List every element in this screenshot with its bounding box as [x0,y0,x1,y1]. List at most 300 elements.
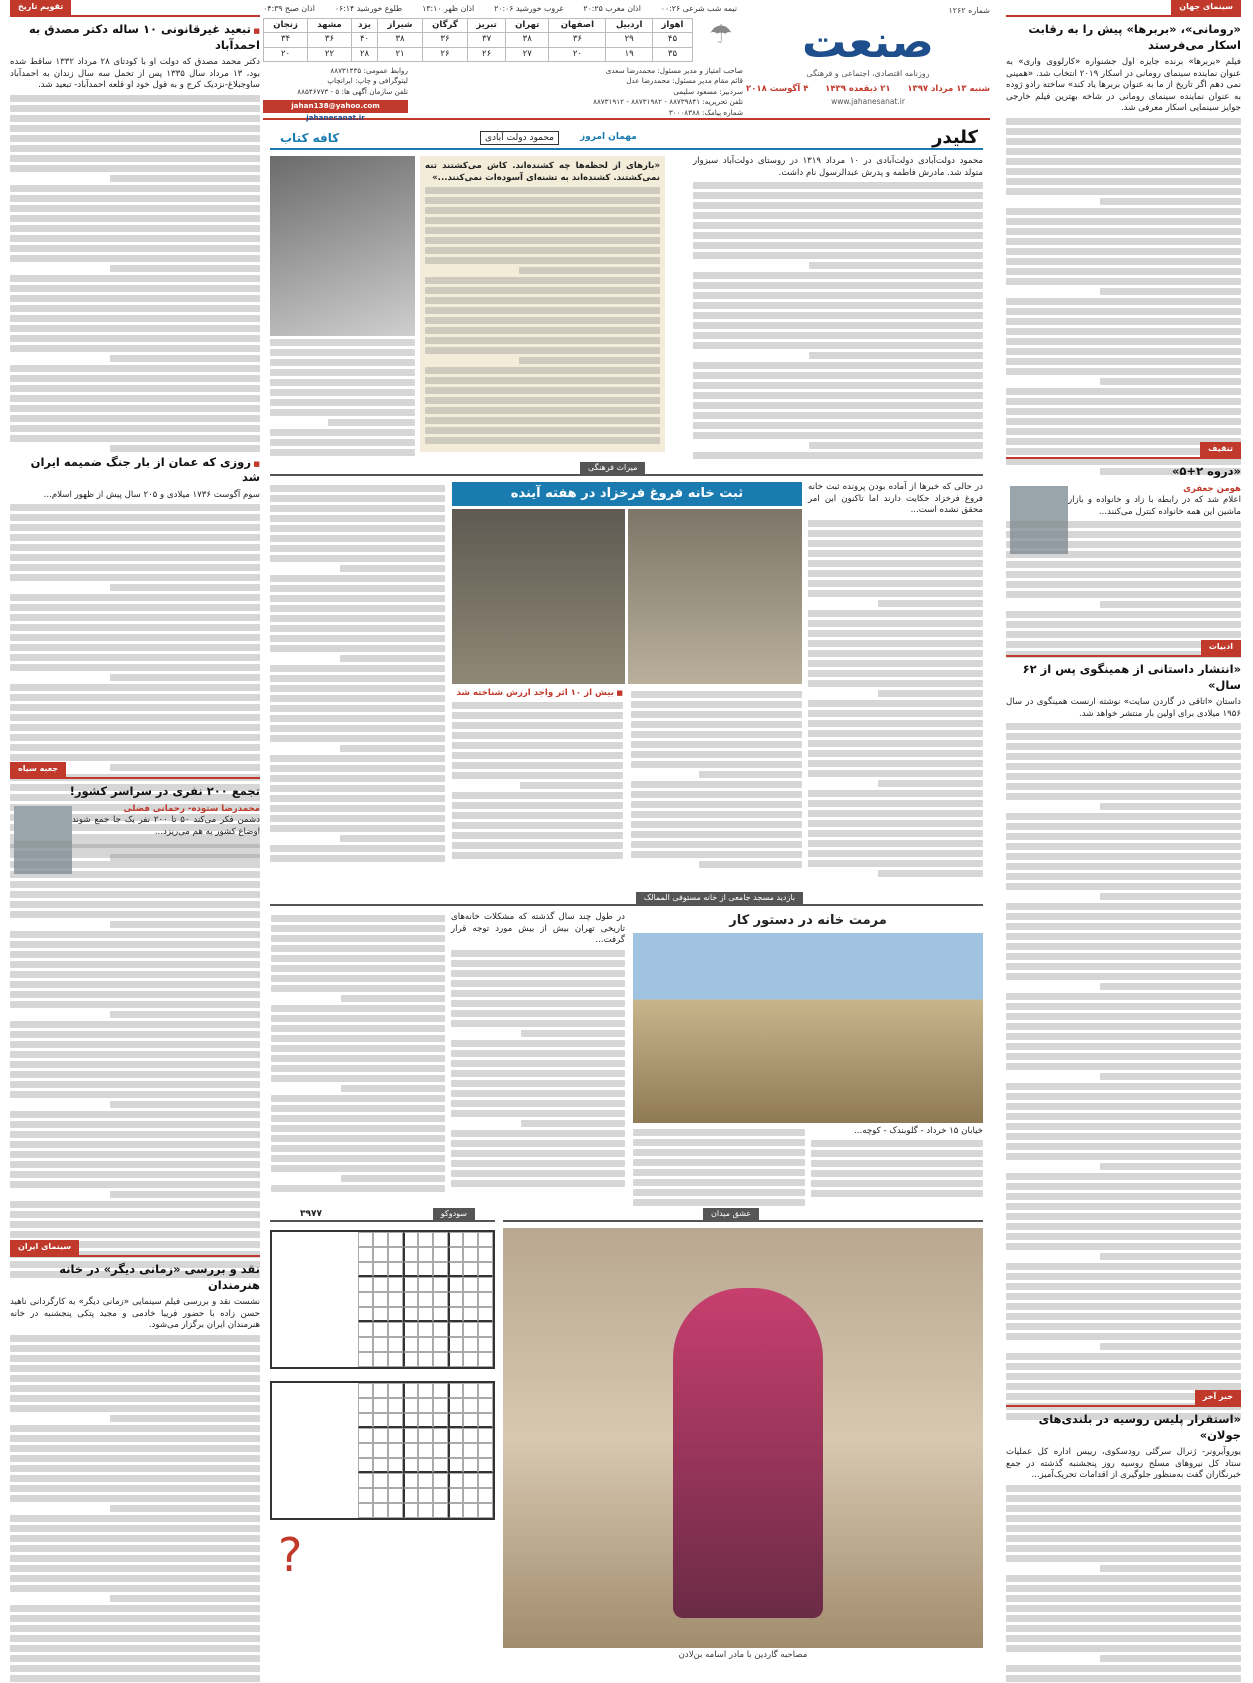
sudoku-cell[interactable] [358,1337,373,1352]
text-line [270,449,415,456]
text-line [451,1010,625,1017]
sudoku-cell[interactable] [403,1383,418,1398]
text-line [1006,1495,1241,1502]
website[interactable]: jahanesanat.ir [306,112,365,122]
sudoku-cell[interactable] [388,1398,403,1413]
sudoku-cell[interactable] [478,1307,493,1322]
sudoku-cell[interactable] [463,1383,478,1398]
section-tag: تقویم تاریخ [10,0,71,15]
text-line [1100,983,1241,990]
sudoku-cell[interactable] [388,1443,403,1458]
sudoku-cell[interactable] [478,1443,493,1458]
text-line [425,347,660,354]
text-line [1006,1625,1241,1632]
text-line [1006,1515,1241,1522]
sudoku-cell[interactable] [418,1443,433,1458]
text-line [10,225,260,232]
issue-label: شماره ۱۲۶۲ [948,6,990,15]
sudoku-cell[interactable] [373,1413,388,1428]
sudoku-cell[interactable] [433,1352,448,1367]
text-line [10,654,260,661]
sudoku-grid[interactable] [270,1230,495,1369]
text-line [271,975,445,982]
text-line [10,1121,260,1128]
sudoku-cell[interactable] [448,1352,463,1367]
weather-cell: شیراز [378,19,422,33]
weather-cell: ۳۶ [308,33,352,47]
sudoku-cell[interactable] [463,1232,478,1247]
sudoku-cell[interactable] [478,1473,493,1488]
sudoku-cell[interactable] [418,1383,433,1398]
text-line [10,195,260,202]
sudoku-cell[interactable] [388,1277,403,1292]
section-bar [10,0,260,17]
sudoku-cell[interactable] [448,1443,463,1458]
headline: ■ تبعید غیرقانونی ۱۰ ساله دکتر مصدق به احمدآباد [10,22,260,53]
sudoku-cell[interactable] [463,1503,478,1518]
text-line [808,680,983,687]
text-line [1006,1133,1241,1140]
sudoku-cell[interactable] [388,1473,403,1488]
text-line [693,242,983,249]
text-line [631,711,802,718]
sudoku-cell[interactable] [463,1458,478,1473]
weather-cell: ۴۰ [351,33,377,47]
sudoku-cell[interactable] [388,1307,403,1322]
sudoku-cell[interactable] [463,1262,478,1277]
sudoku-cell[interactable] [448,1292,463,1307]
sudoku-cell[interactable] [373,1292,388,1307]
sudoku-cell[interactable] [358,1292,373,1307]
sudoku-cell[interactable] [463,1292,478,1307]
article-text: در حالی که خبرها از آماده بودن پرونده ثبت خانه فروغ فرخزاد حکایت دارند اما تاکنون این امر محقق نشده است... [808,482,983,516]
text-line [693,282,983,289]
sudoku-cell[interactable] [373,1277,388,1292]
text-line [10,1585,260,1592]
date-persian: شنبه ۱۳ مرداد ۱۳۹۷ [907,83,990,94]
text-line [633,1139,805,1146]
text-line [10,1231,260,1238]
sudoku-cell[interactable] [433,1428,448,1443]
text-line [10,861,260,868]
sudoku-cell[interactable] [373,1232,388,1247]
section-bar [270,1208,495,1222]
sudoku-cell[interactable] [463,1322,478,1337]
text-line [10,335,260,342]
text-line [10,1151,260,1158]
sudoku-cell[interactable] [418,1322,433,1337]
sudoku-cell[interactable] [388,1292,403,1307]
sudoku-cell[interactable] [388,1262,403,1277]
text-line [1006,1363,1241,1370]
section-tag: عشق میدان [703,1208,759,1221]
text-line [808,560,983,567]
article-body [10,95,260,452]
text-line [270,379,415,386]
text-line [1006,1313,1241,1320]
sudoku-cell[interactable] [403,1232,418,1247]
sudoku-cell[interactable] [418,1428,433,1443]
sudoku-cell[interactable] [388,1247,403,1262]
sudoku-cell[interactable] [448,1232,463,1247]
sudoku-cell[interactable] [403,1458,418,1473]
text-line [1006,521,1241,528]
sudoku-cell[interactable] [478,1503,493,1518]
text-line [1006,1093,1241,1100]
sudoku-cell[interactable] [418,1352,433,1367]
sudoku-cell[interactable] [358,1443,373,1458]
text-line [10,1385,260,1392]
text-line [10,1041,260,1048]
sudoku-cell[interactable] [388,1337,403,1352]
sudoku-cell[interactable] [373,1458,388,1473]
text-line [10,295,260,302]
sudoku-cell[interactable] [358,1307,373,1322]
sudoku-cell[interactable] [403,1473,418,1488]
sudoku-cell[interactable] [358,1262,373,1277]
text-line [271,945,445,952]
bottom-block [270,1208,983,1678]
article-body [631,688,802,871]
sudoku-cell[interactable] [448,1488,463,1503]
sudoku-cell[interactable] [358,1277,373,1292]
text-line [340,655,445,662]
sudoku-cell[interactable] [403,1503,418,1518]
sudoku-cell[interactable] [418,1503,433,1518]
text-line [1006,883,1241,890]
sudoku-cell[interactable] [418,1232,433,1247]
text-line [270,605,445,612]
quote-text: «بارهای از لحظه‌ها چه کشنده‌اند. کاش می‌کشتند تنه نمی‌کشتند. کشنده‌اند به تشنه‌ای آسوده‌ات نمی‌کنند...» [425,161,660,183]
sudoku-cell[interactable] [463,1277,478,1292]
text-line [1006,1053,1241,1060]
sudoku-cell[interactable] [478,1488,493,1503]
sudoku-cell[interactable] [373,1488,388,1503]
sudoku-cell[interactable] [463,1307,478,1322]
person-figure [673,1288,823,1618]
sudoku-cell[interactable] [433,1232,448,1247]
sudoku-cell[interactable] [403,1413,418,1428]
sudoku-cell[interactable] [418,1247,433,1262]
sudoku-cell[interactable] [403,1443,418,1458]
sudoku-cell[interactable] [373,1503,388,1518]
sudoku-cell[interactable] [388,1428,403,1443]
text-line [808,540,983,547]
text-line [10,901,260,908]
text-line [519,267,660,274]
sudoku-cell[interactable] [418,1488,433,1503]
sudoku-cell[interactable] [448,1503,463,1518]
sudoku-cell[interactable] [358,1488,373,1503]
sudoku-cell[interactable] [433,1413,448,1428]
sudoku-cell[interactable] [403,1292,418,1307]
sudoku-cell[interactable] [388,1383,403,1398]
sudoku-cell[interactable] [433,1337,448,1352]
sudoku-cell[interactable] [463,1413,478,1428]
text-line [452,762,623,769]
sudoku-cell[interactable] [403,1398,418,1413]
text-line [693,212,983,219]
headline: «استقرار پلیس روسیه در بلندی‌های جولان» [1038,1412,1241,1442]
text-line [631,701,802,708]
sudoku-cell[interactable] [478,1262,493,1277]
text-line [271,1115,445,1122]
sudoku-cell[interactable] [418,1473,433,1488]
text-line [10,514,260,521]
sudoku-cell[interactable] [463,1473,478,1488]
sudoku-cell[interactable] [433,1473,448,1488]
weather-cell: ۲۸ [351,47,377,61]
sudoku-cell[interactable] [478,1292,493,1307]
text-line [451,1080,625,1087]
sudoku-cell[interactable] [448,1277,463,1292]
sudoku-cell[interactable] [358,1458,373,1473]
sudoku-cell[interactable] [478,1458,493,1473]
sudoku-cell[interactable] [448,1458,463,1473]
text-line [1006,1675,1241,1682]
text-line [452,852,623,859]
text-line [451,970,625,977]
sudoku-cell[interactable] [463,1337,478,1352]
sudoku-cell[interactable] [358,1428,373,1443]
text-line [10,215,260,222]
sudoku-cell[interactable] [388,1503,403,1518]
cafe-ketab-logo: کافه کتاب [280,131,340,145]
sudoku-cell[interactable] [478,1247,493,1262]
sudoku-cell[interactable] [358,1473,373,1488]
text-line [10,941,260,948]
sudoku-cell[interactable] [418,1337,433,1352]
text-line [631,781,802,788]
text-line [10,1675,260,1682]
sudoku-cell[interactable] [433,1383,448,1398]
text-line [270,815,445,822]
sudoku-cell[interactable] [418,1262,433,1277]
headline: «رومانی»، «بربرها» پیش را به رقابت اسکار می‌فرستد [1028,22,1241,52]
sudoku-cell[interactable] [463,1247,478,1262]
text-line [270,625,445,632]
text-line [110,1505,260,1512]
sudoku-cell[interactable] [403,1488,418,1503]
sudoku-cell[interactable] [418,1458,433,1473]
article-text: یوروآیرونر- ژنرال سرگئی رودسکوی، رییس اداره کل عملیات ستاد کل نیروهای مسلح روسیه روز پنجشنبه گذشته در جمع خبرنگاران گفت به‌منظور جلوگیری از اقدامات تحریک‌آمیز... [1006,1447,1241,1481]
sudoku-cell[interactable] [403,1352,418,1367]
sudoku-cell[interactable] [463,1428,478,1443]
sudoku-cell[interactable] [478,1398,493,1413]
prayer-item: اذان ظهر ۱۳:۱۰ [422,4,475,13]
text-line [809,352,983,359]
article-body [10,841,260,1278]
sudoku-cell[interactable] [478,1383,493,1398]
text-line [452,842,623,849]
sudoku-cell[interactable] [373,1322,388,1337]
sudoku-cell[interactable] [433,1277,448,1292]
sudoku-cell[interactable] [373,1337,388,1352]
text-line [1006,783,1241,790]
sudoku-cell[interactable] [448,1413,463,1428]
text-line [520,782,623,789]
text-line [1006,1233,1241,1240]
sudoku-cell[interactable] [373,1398,388,1413]
text-line [10,255,260,262]
sudoku-cell[interactable] [478,1413,493,1428]
author-name: محمود دولت آبادی [480,131,559,145]
sudoku-cell[interactable] [478,1277,493,1292]
sudoku-cell[interactable] [358,1413,373,1428]
sudoku-grid[interactable] [270,1381,495,1520]
text-line [693,382,983,389]
sudoku-cell[interactable] [373,1307,388,1322]
text-line [1006,128,1241,135]
sudoku-cell[interactable] [403,1247,418,1262]
sudoku-cell[interactable] [388,1322,403,1337]
sudoku-cell[interactable] [478,1428,493,1443]
sudoku-cell[interactable] [433,1262,448,1277]
sudoku-cell[interactable] [433,1398,448,1413]
text-line [10,734,260,741]
site-url[interactable]: www.jahanesanat.ir [831,97,905,107]
sudoku-cell[interactable] [403,1262,418,1277]
sudoku-cell[interactable] [373,1352,388,1367]
text-line [451,1180,625,1187]
sudoku-cell[interactable] [403,1307,418,1322]
text-line [10,1211,260,1218]
text-line [270,409,415,416]
building-photo [633,933,983,1123]
text-line [1006,561,1241,568]
sudoku-cell[interactable] [388,1413,403,1428]
sudoku-cell[interactable] [418,1398,433,1413]
text-line [270,725,445,732]
email[interactable]: jahan138@yahoo.com [263,100,408,112]
text-line [10,1031,260,1038]
sudoku-cell[interactable] [373,1428,388,1443]
text-line [10,754,260,761]
sudoku-cell[interactable] [448,1473,463,1488]
sudoku-cell[interactable] [373,1247,388,1262]
text-line [808,850,983,857]
text-line [110,1101,260,1108]
text-line [10,1575,260,1582]
sudoku-cell[interactable] [478,1322,493,1337]
text-line [110,1595,260,1602]
sudoku-cell[interactable] [418,1292,433,1307]
mostowfi-text [270,912,625,1195]
sudoku-cell[interactable] [463,1352,478,1367]
sudoku-cell[interactable] [448,1428,463,1443]
text-line [693,272,983,279]
text-line [1006,418,1241,425]
sudoku-cell[interactable] [373,1443,388,1458]
sudoku-cell[interactable] [418,1307,433,1322]
sudoku-cell[interactable] [433,1322,448,1337]
text-line [10,604,260,611]
text-line [452,742,623,749]
text-line [1006,631,1241,638]
sudoku-cell[interactable] [448,1247,463,1262]
sudoku-cell[interactable] [373,1262,388,1277]
text-line [1006,913,1241,920]
sudoku-cell[interactable] [358,1398,373,1413]
sudoku-cell[interactable] [433,1443,448,1458]
text-line [1006,1665,1241,1672]
text-line [10,594,260,601]
text-line [10,395,260,402]
section-tag: سودوکو [433,1208,475,1221]
text-line [425,217,660,224]
text-line [271,1165,445,1172]
sudoku-cell[interactable] [358,1232,373,1247]
text-line [271,1125,445,1132]
text-line [633,1199,805,1206]
sudoku-cell[interactable] [448,1383,463,1398]
sudoku-cell[interactable] [463,1443,478,1458]
sudoku-cell[interactable] [358,1322,373,1337]
sudoku-cell[interactable] [403,1337,418,1352]
text-line [693,232,983,239]
sudoku-cell[interactable] [433,1247,448,1262]
sudoku-cell[interactable] [403,1428,418,1443]
sudoku-cell[interactable] [478,1337,493,1352]
text-line [10,1221,260,1228]
text-line [10,714,260,721]
text-line [693,222,983,229]
sudoku-cell[interactable] [433,1292,448,1307]
sudoku-cell[interactable] [448,1307,463,1322]
sudoku-cell[interactable] [403,1277,418,1292]
sudoku-cell[interactable] [478,1232,493,1247]
sudoku-cell[interactable] [448,1262,463,1277]
sudoku-cell[interactable] [463,1398,478,1413]
sudoku-cell[interactable] [433,1458,448,1473]
sudoku-cell[interactable] [388,1352,403,1367]
sudoku-cell[interactable] [478,1352,493,1367]
sudoku-cell[interactable] [448,1398,463,1413]
section-bar [1006,640,1241,657]
text-line [1006,1555,1241,1562]
guest-label: مهمان امروز [580,132,637,142]
text-line [10,1425,260,1432]
text-line [10,961,260,968]
sudoku-cell[interactable] [448,1337,463,1352]
sudoku-cell[interactable] [433,1307,448,1322]
text-line [110,1415,260,1422]
text-line [1006,148,1241,155]
sudoku-cell[interactable] [388,1232,403,1247]
sudoku-cell[interactable] [418,1413,433,1428]
text-line [1006,571,1241,578]
text-line [521,1030,625,1037]
sudoku-cell[interactable] [403,1322,418,1337]
text-line [270,429,415,436]
sudoku-cell[interactable] [358,1352,373,1367]
sudoku-cell[interactable] [433,1488,448,1503]
sudoku-cell[interactable] [463,1488,478,1503]
sudoku-cell[interactable] [433,1503,448,1518]
sudoku-cell[interactable] [358,1383,373,1398]
sudoku-cell[interactable] [418,1277,433,1292]
sudoku-cell[interactable] [388,1488,403,1503]
text-line [10,971,260,978]
sudoku-cell[interactable] [358,1247,373,1262]
center-column [270,0,983,1683]
sudoku-cell[interactable] [448,1322,463,1337]
sudoku-cell[interactable] [373,1473,388,1488]
article-text: در طول چند سال گذشته که مشکلات خانه‌های تاریخی تهران بیش از بیش مورد توجه قرار گرفت... [451,912,625,946]
sudoku-cell[interactable] [388,1458,403,1473]
sudoku-cell[interactable] [373,1383,388,1398]
sudoku-cell[interactable] [358,1503,373,1518]
